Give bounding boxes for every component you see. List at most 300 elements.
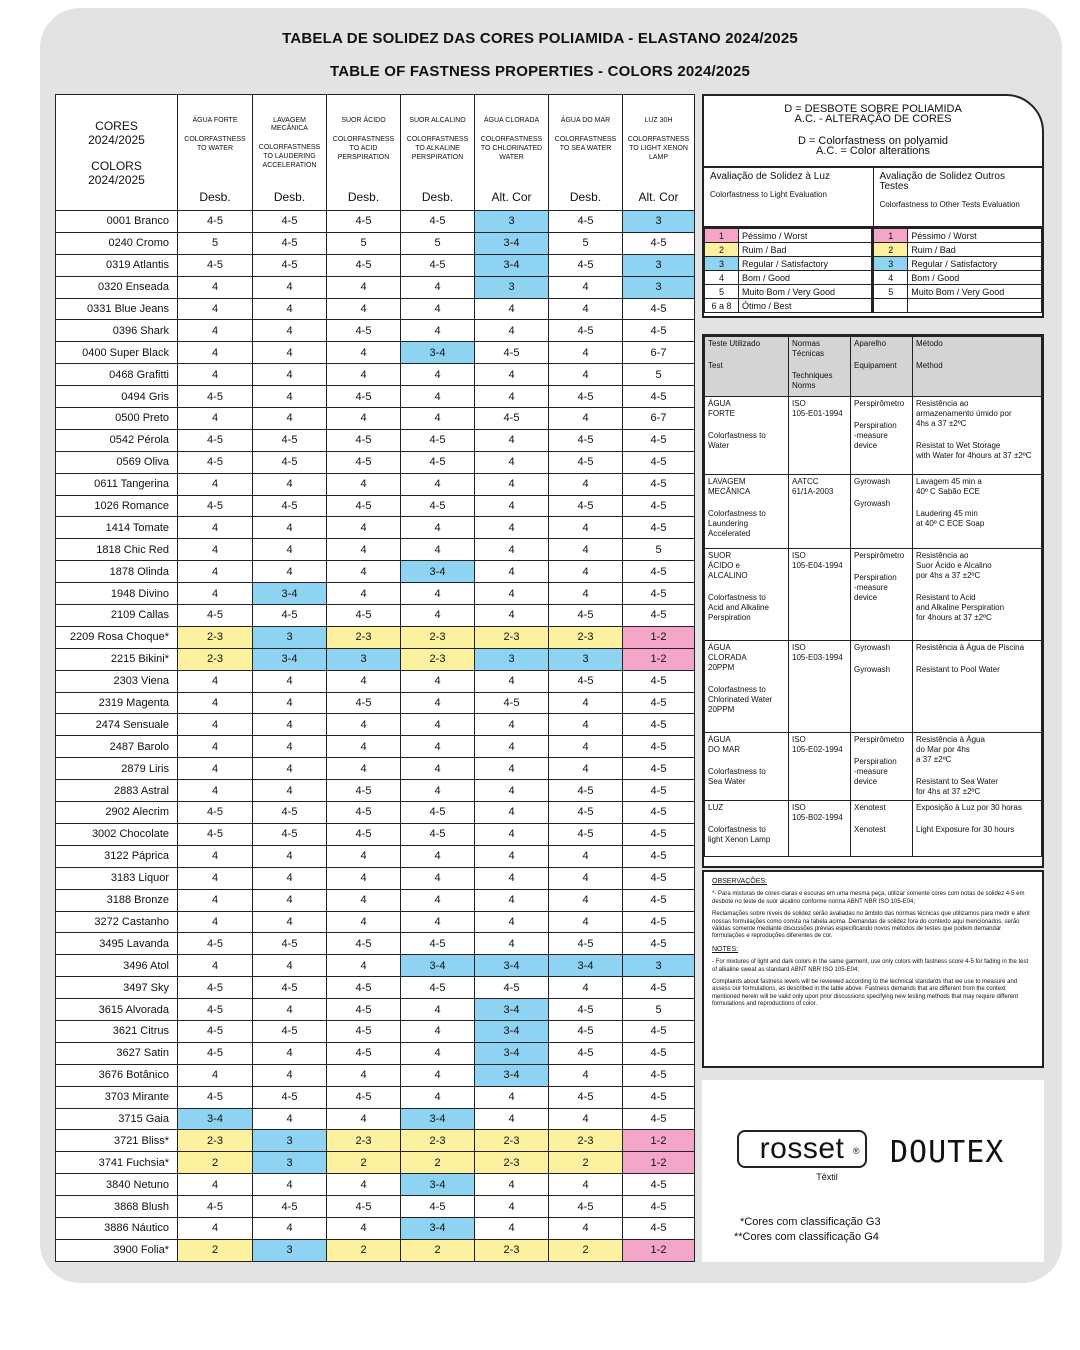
light-scale-table xyxy=(704,228,873,313)
fastness-value: 4 xyxy=(178,539,253,561)
fastness-value: 2 xyxy=(178,1152,253,1174)
methods-cell-pt: ISO 105-E01-1994 xyxy=(792,399,843,418)
methods-cell xyxy=(789,475,851,549)
methods-cell xyxy=(789,549,851,641)
methods-cell xyxy=(705,397,789,475)
methods-cell xyxy=(705,801,789,857)
fastness-value: 4 xyxy=(549,758,623,780)
fastness-value: 4 xyxy=(178,889,253,911)
scale-grade xyxy=(874,299,908,313)
table-row xyxy=(56,1042,695,1064)
fastness-value: 4-5 xyxy=(623,670,695,692)
fastness-value: 4-5 xyxy=(549,802,623,824)
table-row xyxy=(56,517,695,539)
column-unit: Desb. xyxy=(569,190,602,204)
fastness-value: 2-3 xyxy=(475,1152,549,1174)
fastness-value: 2-3 xyxy=(401,648,475,670)
fastness-value: 4-5 xyxy=(178,386,253,408)
fastness-value: 4-5 xyxy=(549,605,623,627)
fastness-value: 4-5 xyxy=(623,561,695,583)
color-name: 3615 Alvorada xyxy=(56,999,178,1021)
fastness-value: 4 xyxy=(327,911,401,933)
table-row xyxy=(56,1130,695,1152)
textil-label: Têxtil xyxy=(816,1172,838,1182)
fastness-value: 3 xyxy=(549,648,623,670)
fastness-value: 4 xyxy=(475,1217,549,1239)
fastness-value: 2 xyxy=(549,1152,623,1174)
fastness-value: 3-4 xyxy=(549,955,623,977)
fastness-value: 4 xyxy=(401,473,475,495)
table-row xyxy=(56,845,695,867)
fastness-value: 4 xyxy=(253,955,327,977)
table-row xyxy=(56,429,695,451)
fastness-value: 4-5 xyxy=(549,429,623,451)
fastness-value: 4 xyxy=(401,780,475,802)
column-unit: Alt. Cor xyxy=(491,190,532,204)
fastness-value: 3-4 xyxy=(475,1064,549,1086)
fastness-value: 4 xyxy=(475,802,549,824)
note-text: - For mixtures of light and dark colors in the same garment, use only colors with fastness score 4-5 for fading in the test of alkaline sweat as standard ABNT NBR ISO 105-E04; xyxy=(712,959,1029,973)
fastness-value: 4-5 xyxy=(401,451,475,473)
fastness-value: 4 xyxy=(475,714,549,736)
fastness-value: 4 xyxy=(549,364,623,386)
fastness-value: 3 xyxy=(475,276,549,298)
fastness-value: 3 xyxy=(623,276,695,298)
fastness-value: 4 xyxy=(401,845,475,867)
fastness-value: 2 xyxy=(178,1239,253,1261)
footnote-g4: **Cores com classificação G4 xyxy=(734,1231,879,1243)
methods-header-cell xyxy=(789,337,851,397)
fastness-value: 4-5 xyxy=(178,802,253,824)
table-row xyxy=(56,451,695,473)
fastness-value: 4-5 xyxy=(327,999,401,1021)
fastness-table xyxy=(55,94,695,1262)
fastness-value: 4 xyxy=(401,1086,475,1108)
methods-cell-pt: Resistência ao Suor Ácido e Alcalino por 4hs a 37 ±2ºC xyxy=(916,551,992,580)
fastness-value: 4 xyxy=(327,1064,401,1086)
fastness-value: 4 xyxy=(327,539,401,561)
color-name: 3868 Blush xyxy=(56,1196,178,1218)
color-name: 0320 Enseada xyxy=(56,276,178,298)
fastness-value: 4 xyxy=(253,408,327,430)
fastness-value: 4 xyxy=(253,911,327,933)
table-row xyxy=(56,561,695,583)
fastness-value: 4-5 xyxy=(549,999,623,1021)
fastness-value: 4-5 xyxy=(623,736,695,758)
fastness-value: 3 xyxy=(623,955,695,977)
color-name: 2883 Astral xyxy=(56,780,178,802)
legend-panel xyxy=(702,94,1044,318)
fastness-value: 4 xyxy=(253,364,327,386)
fastness-value: 4 xyxy=(253,1064,327,1086)
fastness-value: 4 xyxy=(549,342,623,364)
methods-cell-pt: Resistência ao armazenamento úmido por 4hs a 37 ±2ºC xyxy=(916,399,1012,428)
fastness-value: 4-5 xyxy=(623,933,695,955)
fastness-value: 4 xyxy=(178,517,253,539)
scale-label: Ruim / Bad xyxy=(739,243,873,257)
fastness-value: 4 xyxy=(253,1174,327,1196)
fastness-value: 4 xyxy=(549,517,623,539)
table-row xyxy=(56,473,695,495)
column-unit: Desb. xyxy=(421,190,454,204)
fastness-value: 4 xyxy=(253,714,327,736)
fastness-value: 4-5 xyxy=(623,495,695,517)
methods-cell-pt: ÁGUA DO MAR xyxy=(708,735,740,754)
color-name: 3621 Citrus xyxy=(56,1020,178,1042)
table-row xyxy=(56,408,695,430)
scale-grade: 2 xyxy=(705,243,739,257)
fastness-value: 4 xyxy=(401,320,475,342)
table-row xyxy=(56,298,695,320)
notes-panel xyxy=(702,870,1044,1068)
methods-header-cell xyxy=(851,337,913,397)
methods-cell-en: Resistant to Pool Water xyxy=(916,665,1000,674)
fastness-value: 4-5 xyxy=(623,692,695,714)
fastness-value: 4-5 xyxy=(253,1020,327,1042)
color-name: 2474 Sensuale xyxy=(56,714,178,736)
methods-cell xyxy=(913,549,1042,641)
scale-row xyxy=(705,271,873,285)
fastness-value: 4 xyxy=(549,298,623,320)
fastness-value: 4 xyxy=(401,670,475,692)
color-name: 1878 Olinda xyxy=(56,561,178,583)
fastness-value: 4 xyxy=(549,1064,623,1086)
color-name: 3721 Bliss* xyxy=(56,1130,178,1152)
fastness-value: 4 xyxy=(475,451,549,473)
fastness-value: 4 xyxy=(327,1174,401,1196)
methods-cell-en: Resistant to Acid and Alkaline Perspiration for 4hours at 37 ±2ºC xyxy=(916,593,1005,622)
color-name: 2303 Viena xyxy=(56,670,178,692)
color-name: 0331 Blue Jeans xyxy=(56,298,178,320)
fastness-value: 4-5 xyxy=(178,977,253,999)
methods-cell-pt: SUOR ÁCIDO e ALCALINO xyxy=(708,551,748,580)
scale-row xyxy=(705,299,873,313)
methods-cell-pt: Gyrowash xyxy=(854,643,891,652)
fastness-value: 4 xyxy=(475,1108,549,1130)
fastness-value: 4 xyxy=(401,758,475,780)
fastness-value: 4 xyxy=(327,1217,401,1239)
scale-row xyxy=(705,257,873,271)
methods-cell-pt: ISO 105-E02-1994 xyxy=(792,735,843,754)
color-name: 0240 Cromo xyxy=(56,232,178,254)
color-name: 3183 Liquor xyxy=(56,867,178,889)
column-header-pt: SUOR ALCALINO xyxy=(409,117,466,124)
evaluation-headers xyxy=(704,168,1042,228)
fastness-value: 3-4 xyxy=(401,1217,475,1239)
fastness-value: 4 xyxy=(475,1196,549,1218)
other-title-pt: Avaliação de Solidez Outros Testes xyxy=(879,171,1005,192)
fastness-value: 4-5 xyxy=(253,211,327,233)
fastness-value: 4 xyxy=(475,364,549,386)
color-name: 0611 Tangerina xyxy=(56,473,178,495)
fastness-value: 4-5 xyxy=(327,1086,401,1108)
fastness-value: 1-2 xyxy=(623,626,695,648)
fastness-value: 4-5 xyxy=(475,977,549,999)
fastness-value: 2 xyxy=(327,1239,401,1261)
fastness-value: 4-5 xyxy=(623,802,695,824)
fastness-value: 3-4 xyxy=(475,955,549,977)
fastness-value: 4-5 xyxy=(327,495,401,517)
fastness-value: 4-5 xyxy=(549,451,623,473)
fastness-value: 2-3 xyxy=(178,648,253,670)
color-name: 1818 Chic Red xyxy=(56,539,178,561)
fastness-value: 4 xyxy=(475,823,549,845)
fastness-value: 4-5 xyxy=(475,692,549,714)
fastness-value: 4 xyxy=(178,583,253,605)
methods-cell xyxy=(913,733,1042,801)
fastness-value: 4-5 xyxy=(327,780,401,802)
table-row xyxy=(56,1064,695,1086)
fastness-value: 4 xyxy=(178,670,253,692)
fastness-value: 3-4 xyxy=(401,1108,475,1130)
methods-cell xyxy=(851,475,913,549)
methods-row xyxy=(705,733,1042,801)
color-name: 3188 Bronze xyxy=(56,889,178,911)
table-row xyxy=(56,889,695,911)
methods-cell-pt: Resistência à Água de Piscina xyxy=(916,643,1025,652)
column-header-en: COLORFASTNESS TO SEA WATER xyxy=(554,136,617,152)
fastness-value: 2-3 xyxy=(475,1130,549,1152)
methods-header-pt: Normas Técnicas xyxy=(792,339,825,358)
color-name: 1414 Tomate xyxy=(56,517,178,539)
table-row xyxy=(56,999,695,1021)
table-row xyxy=(56,1239,695,1261)
methods-header-en: Techniques Norms xyxy=(792,371,833,390)
fastness-value: 4 xyxy=(178,692,253,714)
scale-label: Bom / Good xyxy=(739,271,873,285)
fastness-value: 1-2 xyxy=(623,648,695,670)
color-name: 0494 Gris xyxy=(56,386,178,408)
fastness-value: 4 xyxy=(253,386,327,408)
table-row xyxy=(56,1217,695,1239)
fastness-value: 4 xyxy=(475,429,549,451)
color-name: 3496 Atol xyxy=(56,955,178,977)
fastness-value: 4-5 xyxy=(327,933,401,955)
fastness-value: 3 xyxy=(475,648,549,670)
fastness-value: 4 xyxy=(253,736,327,758)
fastness-value: 4 xyxy=(178,736,253,758)
def-line: A.C. - ALTERAÇÃO DE CORES xyxy=(794,113,952,125)
fastness-value: 4-5 xyxy=(623,451,695,473)
fastness-value: 4 xyxy=(475,298,549,320)
table-row xyxy=(56,758,695,780)
fastness-value: 4 xyxy=(253,342,327,364)
column-header-en: COLORFASTNESS TO ALKALINE PERSPIRATION xyxy=(406,136,469,161)
scale-grade: 6 a 8 xyxy=(705,299,739,313)
fastness-value: 4-5 xyxy=(253,429,327,451)
fastness-value: 4-5 xyxy=(549,670,623,692)
methods-cell-pt: Resistência à Água do Mar por 4hs a 37 ±2ºC xyxy=(916,735,985,764)
fastness-value: 4-5 xyxy=(623,1196,695,1218)
fastness-value: 4-5 xyxy=(327,1042,401,1064)
methods-header-en: Equipament xyxy=(854,361,897,370)
fastness-value: 3-4 xyxy=(253,648,327,670)
fastness-value: 2-3 xyxy=(475,1239,549,1261)
methods-cell xyxy=(913,475,1042,549)
fastness-value: 3 xyxy=(623,254,695,276)
scale-grade: 4 xyxy=(705,271,739,285)
scale-label: Regular / Satisfactory xyxy=(908,257,1042,271)
fastness-value: 4 xyxy=(253,1217,327,1239)
fastness-value: 4 xyxy=(475,386,549,408)
fastness-value: 4 xyxy=(401,408,475,430)
methods-cell-en: Xenotest xyxy=(854,825,886,834)
fastness-value: 4-5 xyxy=(623,714,695,736)
fastness-value: 4 xyxy=(327,583,401,605)
methods-cell-pt: ÁGUA FORTE xyxy=(708,399,735,418)
cores-header-pt1: CORES xyxy=(95,118,138,133)
fastness-value: 4-5 xyxy=(549,386,623,408)
fastness-value: 4-5 xyxy=(253,1086,327,1108)
fastness-value: 2 xyxy=(401,1239,475,1261)
fastness-value: 4 xyxy=(327,889,401,911)
methods-cell-en: Colorfastness to Acid and Alkaline Perspiration xyxy=(708,593,769,622)
fastness-value: 2-3 xyxy=(549,1130,623,1152)
methods-cell-en: Colorfastness to light Xenon Lamp xyxy=(708,825,771,844)
methods-body xyxy=(705,337,1042,857)
fastness-value: 4-5 xyxy=(327,429,401,451)
page-title-pt: TABELA DE SOLIDEZ DAS CORES POLIAMIDA - ELASTANO 2024/2025 xyxy=(282,30,798,47)
fastness-value: 4 xyxy=(475,758,549,780)
fastness-value: 4 xyxy=(178,911,253,933)
fastness-value: 4 xyxy=(475,605,549,627)
table-row xyxy=(56,933,695,955)
fastness-value: 4-5 xyxy=(549,1042,623,1064)
def-line: A.C. = Color alterations xyxy=(815,145,931,157)
registered-mark: ® xyxy=(852,1146,860,1156)
methods-cell-pt: Lavagem 45 min a 40º C Sabão ECE xyxy=(916,477,982,496)
fastness-value: 4-5 xyxy=(401,823,475,845)
table-row xyxy=(56,714,695,736)
fastness-value: 3-4 xyxy=(401,342,475,364)
table-row xyxy=(56,736,695,758)
fastness-value: 4-5 xyxy=(327,451,401,473)
fastness-value: 4-5 xyxy=(253,495,327,517)
scale-label: Regular / Satisfactory xyxy=(739,257,873,271)
table-row xyxy=(56,648,695,670)
column-header xyxy=(327,95,401,211)
scale-label: Ruim / Bad xyxy=(908,243,1042,257)
fastness-value: 4 xyxy=(549,276,623,298)
obs-title: OBSERVAÇÕES: xyxy=(712,878,767,885)
fastness-value: 3 xyxy=(253,626,327,648)
fastness-value: 4-5 xyxy=(327,823,401,845)
methods-cell-pt: ISO 105-B02-1994 xyxy=(792,803,843,822)
methods-row xyxy=(705,475,1042,549)
fastness-value: 4-5 xyxy=(549,495,623,517)
fastness-value: 4 xyxy=(549,583,623,605)
fastness-value: 2-3 xyxy=(401,1130,475,1152)
rosset-wordmark: rosset xyxy=(759,1132,845,1165)
fastness-value: 1-2 xyxy=(623,1130,695,1152)
fastness-value: 4 xyxy=(475,320,549,342)
fastness-value: 4 xyxy=(401,539,475,561)
fastness-value: 4-5 xyxy=(623,473,695,495)
rosset-logo xyxy=(737,1130,867,1168)
methods-header-pt: Teste Utilizado xyxy=(708,339,761,348)
fastness-value: 4-5 xyxy=(623,320,695,342)
fastness-value: 4-5 xyxy=(623,517,695,539)
fastness-value: 4-5 xyxy=(623,1020,695,1042)
fastness-value: 4 xyxy=(475,911,549,933)
scale-row xyxy=(874,299,1042,313)
color-name: 3495 Lavanda xyxy=(56,933,178,955)
fastness-value: 4 xyxy=(401,583,475,605)
other-scale-table xyxy=(873,228,1042,313)
color-name: 0001 Branco xyxy=(56,211,178,233)
color-name: 2109 Callas xyxy=(56,605,178,627)
table-row xyxy=(56,583,695,605)
fastness-value: 3 xyxy=(253,1239,327,1261)
fastness-value: 4 xyxy=(327,955,401,977)
fastness-value: 4-5 xyxy=(401,977,475,999)
table-row xyxy=(56,605,695,627)
methods-cell-en: Gyrowash xyxy=(854,665,891,674)
methods-cell xyxy=(705,475,789,549)
scale-label: Ótimo / Best xyxy=(739,299,873,313)
fastness-value: 4 xyxy=(327,517,401,539)
fastness-value: 4 xyxy=(178,867,253,889)
fastness-value: 4-5 xyxy=(178,429,253,451)
color-name: 3703 Mirante xyxy=(56,1086,178,1108)
fastness-value: 4 xyxy=(549,911,623,933)
fastness-value: 4-5 xyxy=(623,1217,695,1239)
scale-row xyxy=(874,285,1042,299)
table-row xyxy=(56,867,695,889)
color-name: 0319 Atlantis xyxy=(56,254,178,276)
column-header-pt: ÁGUA FORTE xyxy=(192,117,238,124)
scale-grade: 4 xyxy=(874,271,908,285)
obs-text: *- Para misturas de cores claras e escuras em uma mesma peça, utilizar somente cores com notas de solidez 4-5 em desbote no teste de suor alcalino conforme norma ABNT NBR ISO 105-E04; xyxy=(712,891,1025,905)
table-row xyxy=(56,1108,695,1130)
cores-header-en1: COLORS xyxy=(91,158,142,173)
light-title-en: Colorfastness to Light Evaluation xyxy=(710,190,827,199)
methods-cell-pt: LUZ xyxy=(708,803,724,812)
fastness-value: 3-4 xyxy=(475,254,549,276)
methods-header-en: Test xyxy=(708,361,723,370)
methods-header-pt: Aparelho xyxy=(854,339,887,348)
fastness-value: 4 xyxy=(549,408,623,430)
methods-cell xyxy=(705,641,789,733)
table-row xyxy=(56,211,695,233)
other-evaluation-header xyxy=(874,168,1043,226)
fastness-value: 4 xyxy=(178,714,253,736)
fastness-value: 4 xyxy=(253,561,327,583)
fastness-value: 4 xyxy=(178,955,253,977)
methods-cell-en: Colorfastness to Water xyxy=(708,431,766,450)
page-title-en: TABLE OF FASTNESS PROPERTIES - COLORS 2024/2025 xyxy=(329,63,751,80)
fastness-value: 4 xyxy=(253,539,327,561)
fastness-value: 4-5 xyxy=(178,1086,253,1108)
fastness-value: 4 xyxy=(327,298,401,320)
scale-row xyxy=(874,243,1042,257)
fastness-value: 4-5 xyxy=(623,1064,695,1086)
fastness-value: 4-5 xyxy=(327,1196,401,1218)
fastness-value: 4 xyxy=(549,977,623,999)
table-row xyxy=(56,823,695,845)
fastness-value: 4-5 xyxy=(623,298,695,320)
doutex-logo: DOUTEX xyxy=(890,1135,1005,1170)
fastness-value: 4 xyxy=(253,692,327,714)
column-header xyxy=(623,95,695,211)
fastness-value: 3 xyxy=(475,211,549,233)
fastness-value: 4 xyxy=(401,692,475,714)
scale-row xyxy=(874,257,1042,271)
fastness-value: 4-5 xyxy=(178,451,253,473)
fastness-value: 4-5 xyxy=(178,1020,253,1042)
methods-cell xyxy=(789,397,851,475)
methods-cell xyxy=(851,549,913,641)
